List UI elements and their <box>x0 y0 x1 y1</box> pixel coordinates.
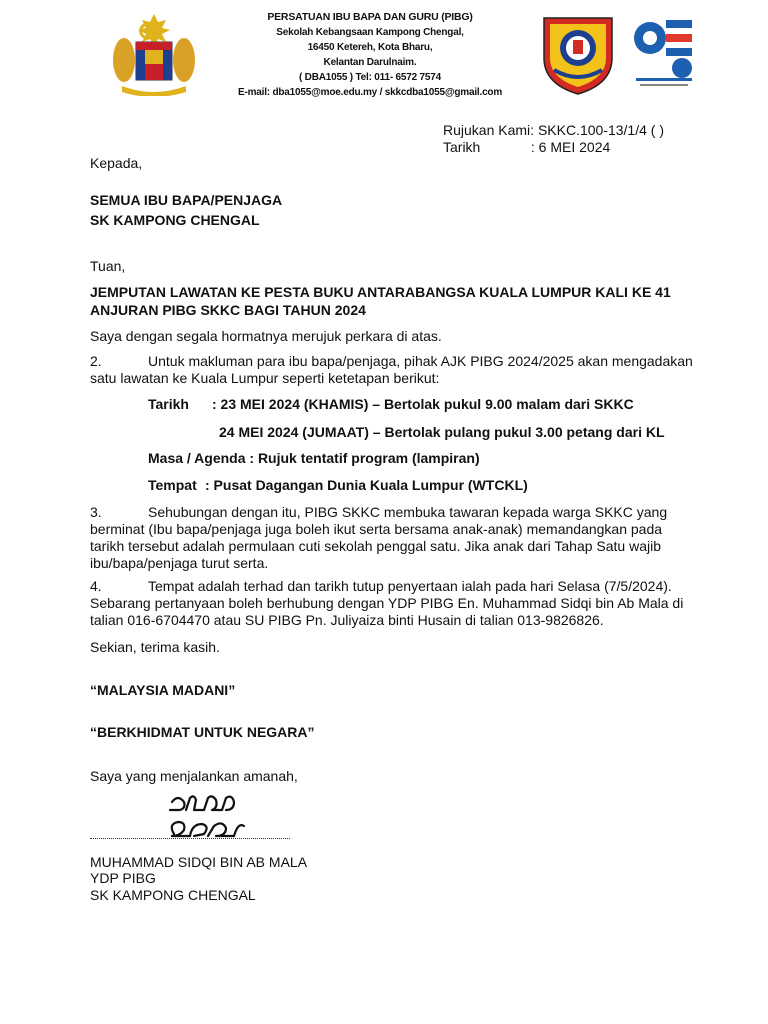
details-tarikh-label: Tarikh <box>148 396 189 412</box>
address-line-1: 16450 Ketereh, Kota Bharu, <box>307 42 433 53</box>
school-badge-logo <box>538 12 618 96</box>
paragraph-3-line-3: tarikh tersebut adalah permulaan cuti sekolah penggal satu. Jika anak dari Tahap Satu wajib <box>90 538 661 554</box>
paragraph-4-number: 4. <box>90 578 102 594</box>
opening-paragraph: Saya dengan segala hormatnya merujuk perkara di atas. <box>90 328 442 344</box>
paragraph-4-line-2: Sebarang pertanyaan boleh berhubung dengan YDP PIBG En. Muhammad Sidqi bin Ab Mala di <box>90 595 684 611</box>
paragraph-2-line-1: Untuk makluman para ibu bapa/penjaga, pihak AJK PIBG 2024/2025 akan mengadakan <box>148 353 693 369</box>
slogan-1: “MALAYSIA MADANI” <box>90 682 236 698</box>
details-masa: Masa / Agenda : Rujuk tentatif program (lampiran) <box>148 450 480 466</box>
paragraph-3-number: 3. <box>90 504 102 520</box>
greeting: Tuan, <box>90 258 126 274</box>
slogan-2: “BERKHIDMAT UNTUK NEGARA” <box>90 724 315 740</box>
signatory-name: MUHAMMAD SIDQI BIN AB MALA <box>90 854 308 870</box>
signoff-lead: Saya yang menjalankan amanah, <box>90 768 298 784</box>
paragraph-3-line-4: ibu/bapa/penjaga turut serta. <box>90 555 269 571</box>
details-tarikh-2: 24 MEI 2024 (JUMAAT) – Bertolak pulang pukul 3.00 petang dari KL <box>219 424 665 440</box>
closing-text: Sekian, terima kasih. <box>90 639 220 655</box>
paragraph-4-line-1: Tempat adalah terhad dan tarikh tutup penyertaan ialah pada hari Selasa (7/5/2024). <box>148 578 672 594</box>
signatory-school: SK KAMPONG CHENGAL <box>90 887 256 903</box>
coat-of-arms-logo <box>108 12 200 96</box>
paragraph-2-line-2: satu lawatan ke Kuala Lumpur seperti ketetapan berikut: <box>90 370 440 386</box>
programme-logo <box>630 14 698 94</box>
paragraph-3-line-2: berminat (Ibu bapa/penjaga juga boleh ikut serta bersama anak-anak) memandangkan pada <box>90 521 663 537</box>
paragraph-3-line-1: Sehubungan dengan itu, PIBG SKKC membuka tawaran kepada warga SKKC yang <box>148 504 668 520</box>
details-tempat-label: Tempat <box>148 477 197 493</box>
contact-line: ( DBA1055 ) Tel: 011- 6572 7574 <box>298 72 442 83</box>
email-line: E-mail: dba1055@moe.edu.my / skkcdba1055@gmail.com <box>237 87 503 98</box>
paragraph-3 <box>90 504 680 572</box>
details-tarikh-1: : 23 MEI 2024 (KHAMIS) – Bertolak pukul 9.00 malam dari SKKC <box>212 396 634 412</box>
paragraph-4 <box>90 578 684 629</box>
letterhead <box>200 10 540 100</box>
reference-value: SKKC.100-13/1/4 ( ) <box>537 122 664 138</box>
reference-label: Rujukan Kami: <box>443 122 535 138</box>
subject-line-1: JEMPUTAN LAWATAN KE PESTA BUKU ANTARABANGSA KUALA LUMPUR KALI KE 41 <box>90 284 671 300</box>
subject-line-2: ANJURAN PIBG SKKC BAGI TAHUN 2024 <box>90 302 366 318</box>
date-value: : 6 MEI 2024 <box>530 139 611 155</box>
recipient-prefix: Kepada, <box>90 155 143 171</box>
paragraph-4-line-3: talian 016-6704470 atau SU PIBG Pn. Juliyaiza binti Husain di talian 013-9826826. <box>90 612 604 628</box>
date-label: Tarikh <box>443 139 481 155</box>
address-line-2: Kelantan Darulnaim. <box>323 57 417 68</box>
recipient-line-2: SK KAMPONG CHENGAL <box>90 212 260 228</box>
recipient-line-1: SEMUA IBU BAPA/PENJAGA <box>90 192 283 208</box>
details-tempat-value: : Pusat Dagangan Dunia Kuala Lumpur (WTCKL) <box>205 477 528 493</box>
signatory-title: YDP PIBG <box>90 870 156 886</box>
reference-block <box>443 122 664 156</box>
paragraph-2-number: 2. <box>90 353 102 369</box>
paragraph-2 <box>90 353 693 387</box>
school-name: Sekolah Kebangsaan Kampong Chengal, <box>276 27 464 38</box>
signature-line <box>90 838 290 839</box>
organisation-name: PERSATUAN IBU BAPA DAN GURU (PIBG) <box>267 11 473 23</box>
